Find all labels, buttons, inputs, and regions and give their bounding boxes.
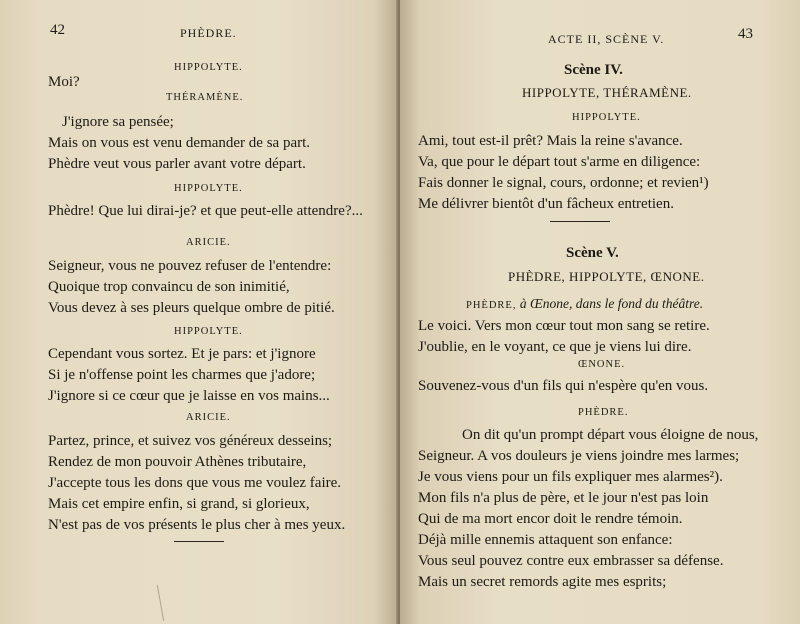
verse-line: Quoique trop convaincu de son inimitié, xyxy=(48,279,290,295)
speaker-label: HIPPOLYTE. xyxy=(174,62,243,73)
scene-title: Scène V. xyxy=(566,245,619,261)
right-page xyxy=(400,0,800,624)
scene-title: Scène IV. xyxy=(564,62,623,78)
verse-block xyxy=(418,131,709,215)
running-head: PHÈDRE. xyxy=(180,26,237,40)
verse-line: J'oublie, en le voyant, ce que je viens lui dire. xyxy=(418,339,692,355)
verse-line: Si je n'offense point les charmes que j'adore; xyxy=(48,367,316,383)
verse-line: Phèdre! Que lui dirai-je? et que peut-elle attendre?... xyxy=(48,203,363,219)
verse-line: Me délivrer bientôt d'un fâcheux entretien. xyxy=(418,196,674,212)
verse-line: N'est pas de vos présents le plus cher à mes yeux. xyxy=(48,517,346,533)
verse-line: J'ignore si ce cœur que je laisse en vos mains... xyxy=(48,388,330,404)
speaker-label: THÉRAMÈNE. xyxy=(166,92,244,103)
speaker-label: HIPPOLYTE. xyxy=(572,112,641,123)
verse-line: Moi? xyxy=(48,74,80,90)
verse-line: Fais donner le signal, cours, ordonne; et revien¹) xyxy=(418,175,709,191)
verse-line: Vous seul pouvez contre eux embrasser sa défense. xyxy=(418,553,724,569)
verse-line: Cependant vous sortez. Et je pars: et j'ignore xyxy=(48,346,316,362)
scene-separator xyxy=(550,221,610,222)
verse-block xyxy=(418,316,710,358)
verse-line: Déjà mille ennemis attaquent son enfance: xyxy=(418,532,673,548)
verse-line: Ami, tout est-il prêt? Mais la reine s'avance. xyxy=(418,133,683,149)
verse-line: Mais un secret remords agite mes esprits; xyxy=(418,574,667,590)
page-number: 43 xyxy=(738,26,753,42)
verse-line: Seigneur. A vos douleurs je viens joindre mes larmes; xyxy=(418,448,740,464)
stage-direction: à Œnone, dans le fond du théâtre. xyxy=(519,296,704,311)
speaker-label: ŒNONE. xyxy=(578,359,626,370)
verse-line: Va, que pour le départ tout s'arme en diligence: xyxy=(418,154,701,170)
verse-line: Qui de ma mort encor doit le rendre témoin. xyxy=(418,511,683,527)
verse-block xyxy=(48,256,335,319)
verse-line: Partez, prince, et suivez vos généreux desseins; xyxy=(48,433,333,449)
speaker-label: ARICIE. xyxy=(186,237,231,248)
verse-line: Souvenez-vous d'un fils qui n'espère qu'en vous. xyxy=(418,378,709,394)
verse-block xyxy=(48,431,345,536)
pencil-mark xyxy=(157,585,164,621)
verse-line: Je vous viens pour un fils expliquer mes alarmes²). xyxy=(418,469,723,485)
verse-block xyxy=(48,112,310,175)
end-rule xyxy=(174,541,224,542)
running-head: ACTE II, SCÈNE V. xyxy=(548,32,665,46)
verse-line: Mon fils n'a plus de père, et le jour n'est pas loin xyxy=(418,490,709,506)
page-number: 42 xyxy=(50,22,65,38)
verse-line: Le voici. Vers mon cœur tout mon sang se retire. xyxy=(418,318,710,334)
verse-block xyxy=(418,425,758,593)
verse-line: Vous devez à ses pleurs quelque ombre de pitié. xyxy=(48,300,335,316)
speaker-label: ARICIE. xyxy=(186,412,231,423)
verse-line: Seigneur, vous ne pouvez refuser de l'entendre: xyxy=(48,258,332,274)
verse-line: On dit qu'un prompt départ vous éloigne de nous, xyxy=(462,427,759,443)
speaker-label: PHÈDRE. xyxy=(578,407,629,418)
speaker-label: HIPPOLYTE. xyxy=(174,326,243,337)
speaker-label: HIPPOLYTE. xyxy=(174,183,243,194)
scene-cast: HIPPOLYTE, THÉRAMÈNE. xyxy=(522,85,692,100)
verse-line: Rendez de mon pouvoir Athènes tributaire, xyxy=(48,454,307,470)
scene-cast: PHÈDRE, HIPPOLYTE, ŒNONE. xyxy=(508,269,705,284)
verse-line: Mais on vous est venu demander de sa part. xyxy=(48,135,311,151)
left-page xyxy=(0,0,398,624)
verse-line: J'accepte tous les dons que vous me voulez faire. xyxy=(48,475,342,491)
stage-direction-line xyxy=(466,296,703,312)
verse-line: Mais cet empire enfin, si grand, si glorieux, xyxy=(48,496,310,512)
verse-line: J'ignore sa pensée; xyxy=(62,114,174,130)
verse-block xyxy=(48,344,330,407)
verse-line: Phèdre veut vous parler avant votre départ. xyxy=(48,156,306,172)
speaker-label: PHÈDRE, xyxy=(466,300,517,311)
